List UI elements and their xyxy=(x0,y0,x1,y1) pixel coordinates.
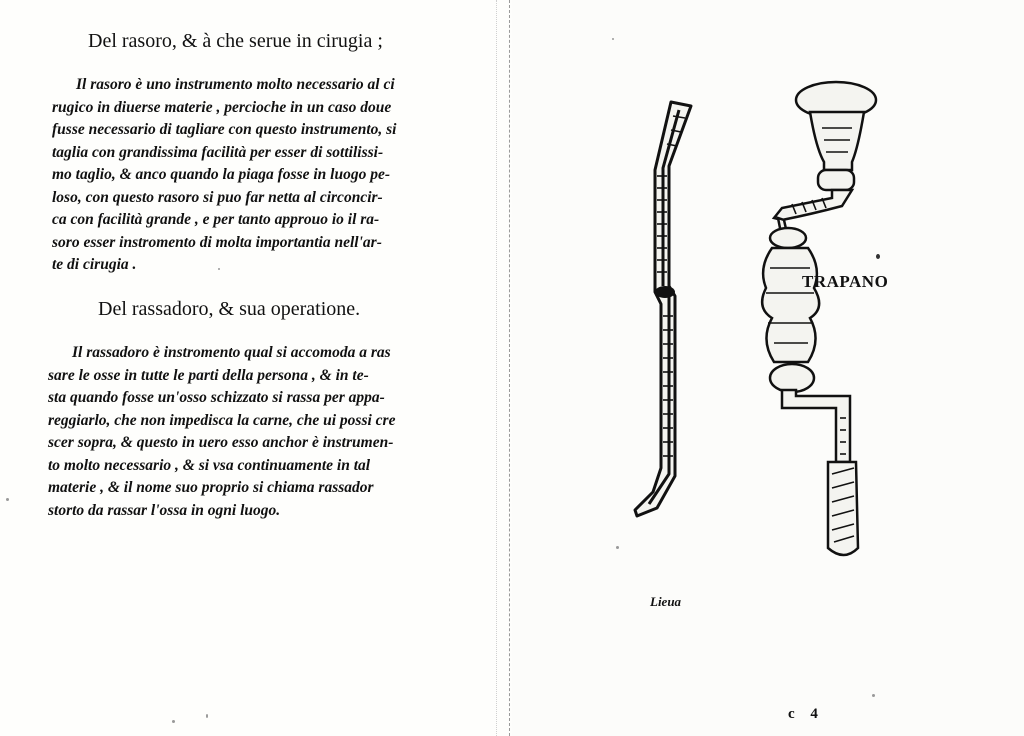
text-line: storto da rassar l'ossa in ogni luogo. xyxy=(48,501,281,519)
gutter-line xyxy=(509,0,510,736)
signature-mark: c 4 xyxy=(788,706,824,722)
paper-speck xyxy=(172,720,175,723)
text-line: mo taglio, & anco quando la piaga fosse in luogo pe- xyxy=(52,166,391,183)
paper-speck xyxy=(872,694,875,697)
text-line: rugico in diuerse materie , percioche in un caso doue xyxy=(52,98,392,116)
text-line: te di cirugia . xyxy=(52,256,137,273)
left-page xyxy=(0,0,508,736)
paper-speck xyxy=(206,714,208,718)
text-line: taglia con grandissima facilità per esser di sottilissi- xyxy=(52,143,384,161)
text-line: soro esser instromento di molta importantia nell'ar- xyxy=(52,233,382,251)
text-line: Il rassadoro è instromento qual si accomoda a ras xyxy=(72,344,391,361)
text-line: materie , & il nome suo proprio si chiama rassador xyxy=(48,479,374,496)
right-page xyxy=(512,0,1024,736)
paper-speck xyxy=(612,38,614,40)
text-line: Il rasoro è uno instrumento molto necessario al ci xyxy=(76,76,395,93)
label-lieua: Lieua xyxy=(650,594,682,609)
text-line: sare le osse in tutte le parti della persona , & in te- xyxy=(48,366,369,384)
text-line: scer sopra, & questo in uero esso anchor è instrumen- xyxy=(48,434,394,451)
paper-speck xyxy=(6,498,9,501)
paragraph-rassadoro xyxy=(48,342,395,522)
text-line: to molto necessario , & si vsa continuamente in tal xyxy=(48,456,371,474)
text-line: loso, con questo rasoro si puo far netta al circoncir- xyxy=(52,188,383,206)
paper-speck xyxy=(616,546,619,549)
label-trapano: TRAPANO xyxy=(802,272,889,291)
paragraph-rasoro xyxy=(52,74,396,277)
trapano-illustration xyxy=(752,78,892,568)
page-fold-shadow xyxy=(496,0,497,736)
text-line: ca con facilità grande , e per tanto approuo io il ra- xyxy=(52,211,380,228)
text-line: sta quando fosse un'osso schizzato si rassa per appa- xyxy=(48,389,385,406)
lieua-illustration xyxy=(617,96,707,526)
paper-speck xyxy=(876,254,880,259)
section-heading-rassadoro: Del rassadoro, & sua operatione. xyxy=(98,298,361,320)
section-heading-rasoro: Del rasoro, & à che serue in cirugia ; xyxy=(88,30,383,52)
paper-speck xyxy=(218,268,220,270)
text-line: reggiarlo, che non impedisca la carne, che ui possi cre xyxy=(48,411,396,429)
text-line: fusse necessario di tagliare con questo instrumento, si xyxy=(52,121,397,138)
